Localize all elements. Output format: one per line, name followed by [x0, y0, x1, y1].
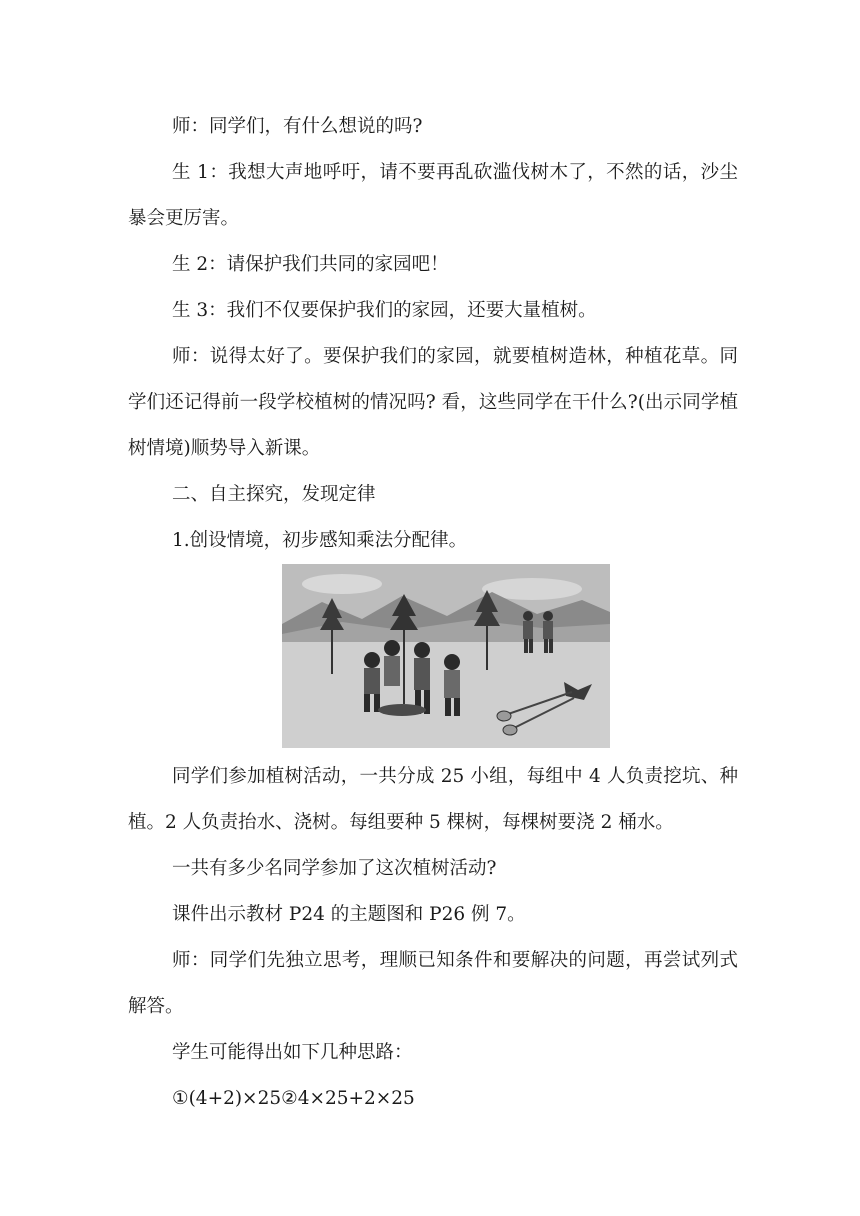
tree-planting-illustration	[282, 564, 610, 748]
paragraph-student-3: 生 3：我们不仅要保护我们的家园，还要大量植树。	[172, 300, 597, 321]
paragraph-student-ideas: 学生可能得出如下几种思路：	[172, 1042, 413, 1063]
paragraph-teacher-question: 师：同学们，有什么想说的吗?	[172, 116, 423, 137]
paragraph-courseware: 课件出示教材 P24 的主题图和 P26 例 7。	[172, 904, 526, 925]
section-heading: 二、自主探究，发现定律	[172, 484, 376, 505]
paragraph-teacher-intro: 师：说得太好了。要保护我们的家园，就要植树造林，种植花草。同学们还记得前一段学校植树的情况吗? 看，这些同学在干什么?(出示同学植树情境)顺势导入新课。	[128, 346, 738, 459]
paragraph-formulas: ①(4+2)×25②4×25+2×25	[172, 1088, 415, 1109]
paragraph-problem-setup: 同学们参加植树活动，一共分成 25 小组，每组中 4 人负责挖坑、种植。2 人负责抬水、浇树。每组要种 5 棵树，每棵树要浇 2 桶水。	[128, 766, 738, 833]
paragraph-question: 一共有多少名同学参加了这次植树活动?	[172, 858, 497, 879]
paragraph-student-1: 生 1：我想大声地呼吁，请不要再乱砍滥伐树木了，不然的话，沙尘暴会更厉害。	[128, 162, 738, 229]
paragraph-student-2: 生 2：请保护我们共同的家园吧！	[172, 254, 449, 275]
paragraph-teacher-instruction: 师：同学们先独立思考，理顺已知条件和要解决的问题，再尝试列式解答。	[128, 950, 738, 1017]
subsection-heading: 1.创设情境，初步感知乘法分配律。	[172, 530, 468, 551]
